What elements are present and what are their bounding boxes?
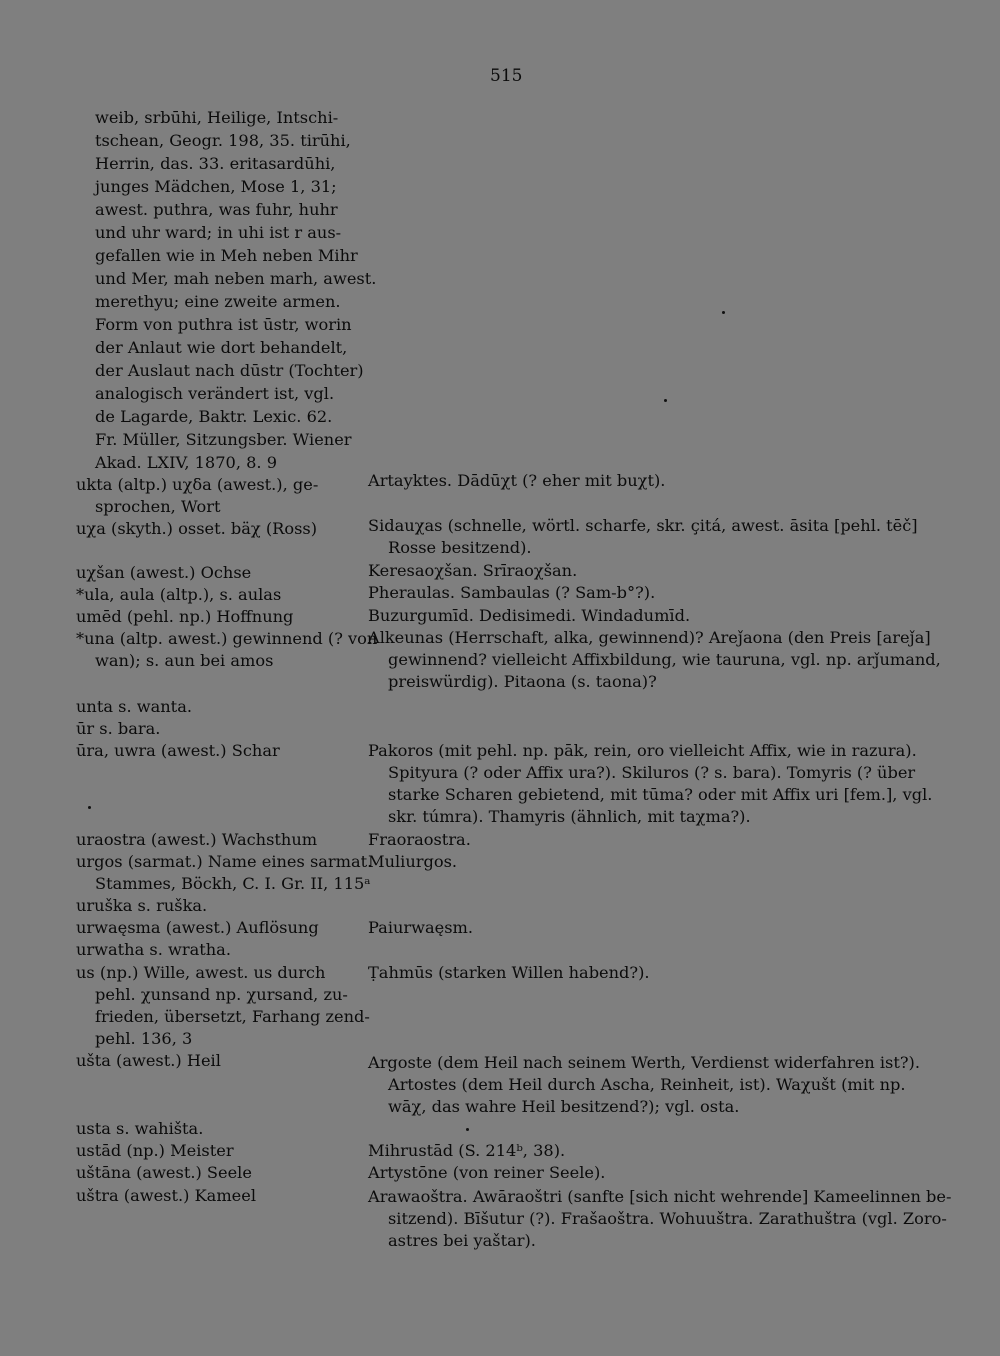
left-column-line: und Mer, mah neben marh, awest. (95, 269, 377, 288)
right-column-line: Artostes (dem Heil durch Ascha, Reinheit, ist). Waχušt (mit np. (388, 1075, 906, 1094)
left-column-line: uχa (skyth.) osset. bäχ (Ross) (76, 519, 318, 538)
right-column-line: Artayktes. Dādūχt (? eher mit buχt). (368, 471, 666, 490)
left-column-line: sprochen, Wort (95, 497, 221, 516)
right-column-line: Pheraulas. Sambaulas (? Sam-b°?). (368, 583, 656, 602)
left-column-line: umēd (pehl. np.) Hoffnung (76, 607, 294, 626)
right-column-line: wāχ, das wahre Heil besitzend?); vgl. osta. (388, 1097, 740, 1116)
left-column-line: uχšan (awest.) Ochse (76, 563, 252, 582)
left-column-line: der Auslaut nach dūstr (Tochter) (95, 361, 364, 380)
right-column-line: Muliurgos. (368, 852, 458, 871)
left-column-line: ukta (altp.) uχδa (awest.), ge- (76, 475, 319, 494)
right-column-line: Keresaoχšan. Srīraoχšan. (368, 561, 578, 580)
right-column-line: Ṭahmūs (starken Willen habend?). (368, 963, 650, 982)
left-column-line: awest. puthra, was fuhr, huhr (95, 200, 338, 219)
right-column-line: Arawaoštra. Awāraoštri (sanfte [sich nicht wehrende] Kameelinnen be- (368, 1187, 952, 1206)
left-column-line: Herrin, das. 33. eritasardūhi, (95, 154, 336, 173)
right-column-line: Paiurwaęsm. (368, 918, 474, 937)
right-column-line: Pakoros (mit pehl. np. pāk, rein, oro vielleicht Affix, wie in razura). (368, 741, 917, 760)
left-column-line: urwaęsma (awest.) Auflösung (76, 918, 319, 937)
print-speck (664, 399, 667, 402)
left-column-line: uruška s. ruška. (76, 896, 208, 915)
print-speck (88, 806, 91, 809)
right-column-line: Spityura (? oder Affix ura?). Skiluros (? s. bara). Tomyris (? über (388, 763, 916, 782)
left-column-line: *ula, aula (altp.), s. aulas (76, 585, 282, 604)
left-column-line: und uhr ward; in uhi ist r aus- (95, 223, 342, 242)
left-column-line: merethyu; eine zweite armen. (95, 292, 341, 311)
left-column-line: Akad. LXIV, 1870, 8. 9 (95, 453, 277, 472)
left-column-line: gefallen wie in Meh neben Mihr (95, 246, 358, 265)
left-column-line: Stammes, Böckh, C. I. Gr. II, 115ᵃ (95, 874, 371, 893)
right-column-line: gewinnend? vielleicht Affixbildung, wie tauruna, vgl. np. arǰumand, (388, 650, 941, 669)
print-speck (466, 1128, 469, 1131)
right-column-line: Alkeunas (Herrschaft, alka, gewinnend)? Areǰaona (den Preis [areǰa] (368, 628, 931, 647)
left-column-line: pehl. χunsand np. χursand, zu- (95, 985, 348, 1004)
right-column-line: Buzurgumīd. Dedisimedi. Windadumīd. (368, 606, 691, 625)
left-column-line: Form von puthra ist ūstr, worin (95, 315, 352, 334)
right-column-line: Artystōne (von reiner Seele). (368, 1163, 606, 1182)
left-column-line: us (np.) Wille, awest. us durch (76, 963, 326, 982)
left-column-line: ūra, uwra (awest.) Schar (76, 741, 280, 760)
right-column-line: Sidauχas (schnelle, wörtl. scharfe, skr. çitá, awest. āsita [pehl. tēč] (368, 516, 918, 535)
right-column-line: Mihrustād (S. 214ᵇ, 38). (368, 1141, 566, 1160)
left-column-line: uštra (awest.) Kameel (76, 1186, 257, 1205)
right-column-line: preiswürdig). Pitaona (s. taona)? (388, 672, 657, 691)
left-column-line: uraostra (awest.) Wachsthum (76, 830, 318, 849)
right-column-line: sitzend). Bīšutur (?). Frašaoštra. Wohuuštra. Zarathuštra (vgl. Zoro- (388, 1209, 947, 1228)
left-column-line: analogisch verändert ist, vgl. (95, 384, 335, 403)
right-column-line: astres bei yaštar). (388, 1231, 536, 1250)
left-column-line: tschean, Geogr. 198, 35. tirūhi, (95, 131, 351, 150)
left-column-line: ustād (np.) Meister (76, 1141, 234, 1160)
left-column-line: junges Mädchen, Mose 1, 31; (95, 177, 337, 196)
left-column-line: weib, srbūhi, Heilige, Intschi- (95, 108, 339, 127)
left-column-line: Fr. Müller, Sitzungsber. Wiener (95, 430, 352, 449)
right-column-line: Fraoraostra. (368, 830, 471, 849)
left-column-line: frieden, übersetzt, Farhang zend- (95, 1007, 370, 1026)
left-column-line: unta s. wanta. (76, 697, 192, 716)
left-column-line: ušta (awest.) Heil (76, 1051, 221, 1070)
right-column-line: starke Scharen gebietend, mit tūma? oder mit Affix uri [fem.], vgl. (388, 785, 933, 804)
left-column-line: usta s. wahišta. (76, 1119, 204, 1138)
left-column-line: urgos (sarmat.) Name eines sarmat. (76, 852, 373, 871)
print-speck (722, 311, 725, 314)
left-column-line: *una (altp. awest.) gewinnend (? von (76, 629, 378, 648)
left-column-line: ūr s. bara. (76, 719, 161, 738)
left-column-line: urwatha s. wratha. (76, 940, 231, 959)
left-column-line: pehl. 136, 3 (95, 1029, 193, 1048)
left-column-line: wan); s. aun bei amos (95, 651, 274, 670)
right-column-line: Argoste (dem Heil nach seinem Werth, Verdienst widerfahren ist?). (368, 1053, 920, 1072)
page-number: 515 (490, 66, 523, 86)
right-column-line: Rosse besitzend). (388, 538, 532, 557)
right-column-line: skr. túmra). Thamyris (ähnlich, mit taχma?). (388, 807, 751, 826)
left-column-line: uštāna (awest.) Seele (76, 1163, 252, 1182)
left-column-line: de Lagarde, Baktr. Lexic. 62. (95, 407, 333, 426)
left-column-line: der Anlaut wie dort behandelt, (95, 338, 348, 357)
